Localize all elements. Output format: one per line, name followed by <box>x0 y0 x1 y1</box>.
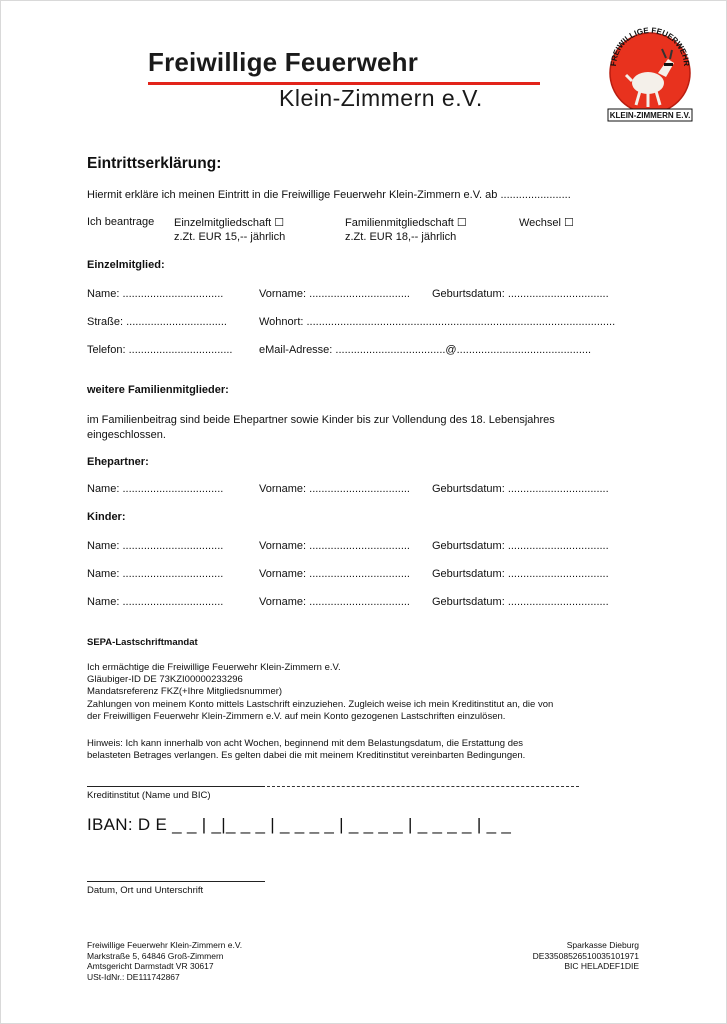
org-name-line2: Klein-Zimmern e.V. <box>279 85 483 111</box>
footer-right <box>533 940 639 972</box>
street-field[interactable]: Straße: ................................. <box>87 316 227 328</box>
org-name-line1: Freiwillige Feuerwehr <box>148 47 419 77</box>
child-row <box>87 568 627 582</box>
footer-org: Freiwillige Feuerwehr Klein-Zimmern e.V. <box>87 940 243 950</box>
bank-name-line[interactable] <box>87 786 265 787</box>
child-name-field[interactable]: Name: ................................. <box>87 568 224 580</box>
form-title: Eintrittserklärung: <box>87 155 222 172</box>
child-birthdate-field[interactable]: Geburtsdatum: ................................. <box>432 540 609 552</box>
creditor-id: Gläubiger-ID DE 73KZI00000233296 <box>87 674 243 685</box>
child-name-field[interactable]: Name: ................................. <box>87 540 224 552</box>
bank-bic-line[interactable] <box>267 786 579 787</box>
child-row <box>87 596 627 610</box>
bank-label: Kreditinstitut (Name und BIC) <box>87 790 211 801</box>
section-heading-single: Einzelmitglied: <box>87 259 165 271</box>
child-birthdate-field[interactable]: Geburtsdatum: ................................. <box>432 568 609 580</box>
single-row-2 <box>87 316 627 330</box>
signature-line[interactable] <box>87 881 265 882</box>
sepa-hint-line2: belasteten Betrages verlangen. Es gelten dabei die mit meinem Kreditinstitut vereinbarten Bedingungen. <box>87 750 526 761</box>
option-change-checkbox[interactable]: Wechsel ☐ <box>519 217 574 229</box>
child-first-name-field[interactable]: Vorname: ................................. <box>259 596 410 608</box>
spouse-name-field[interactable]: Name: ................................. <box>87 483 224 495</box>
spouse-birthdate-field[interactable]: Geburtsdatum: ................................. <box>432 483 609 495</box>
family-text-line2: eingeschlossen. <box>87 429 166 441</box>
child-first-name-field[interactable]: Vorname: ................................. <box>259 540 410 552</box>
birthdate-field[interactable]: Geburtsdatum: ................................. <box>432 288 609 300</box>
footer-bank-iban: DE33508526510035101971 <box>532 950 639 961</box>
option-single-price: z.Zt. EUR 15,-- jährlich <box>174 231 286 243</box>
family-text-line1: im Familienbeitrag sind beide Ehepartner sowie Kinder bis zur Vollendung des 18. Lebensjahres <box>87 414 555 426</box>
footer-vat-id: USt-IdNr.: DE111742867 <box>87 971 180 982</box>
single-row-3 <box>87 344 627 358</box>
phone-field[interactable]: Telefon: .................................. <box>87 344 233 356</box>
svg-text:KLEIN-ZIMMERN E.V.: KLEIN-ZIMMERN E.V. <box>609 111 691 120</box>
section-heading-family: weitere Familienmitglieder: <box>87 384 229 396</box>
child-first-name-field[interactable]: Vorname: ................................. <box>259 568 410 580</box>
footer-register: Amtsgericht Darmstadt VR 30617 <box>87 961 214 971</box>
iban-field[interactable]: IBAN: D E _ _ | _|_ _ _ | _ _ _ _ | _ _ _ _ | _ _ _ _ | _ _ <box>87 815 512 834</box>
intro-statement[interactable]: Hiermit erkläre ich meinen Eintritt in die Freiwillige Feuerwehr Klein-Zimmern e.V. ab ....................... <box>87 189 571 201</box>
svg-text:FREIWILLIGE FEUERWEHR: FREIWILLIGE FEUERWEHR <box>608 25 692 67</box>
option-family-price: z.Zt. EUR 18,-- jährlich <box>345 231 457 243</box>
first-name-field[interactable]: Vorname: ................................. <box>259 288 410 300</box>
option-family-checkbox[interactable]: Familienmitgliedschaft ☐ <box>345 217 467 229</box>
child-name-field[interactable]: Name: ................................. <box>87 596 224 608</box>
sepa-hint-line1: Hinweis: Ich kann innerhalb von acht Wochen, beginnend mit dem Belastungsdatum, die Erstattung des <box>87 738 524 749</box>
footer-address: Markstraße 5, 64846 Groß-Zimmern <box>87 950 224 961</box>
sepa-line: Zahlungen von meinem Konto mittels Lastschrift einzuziehen. Zugleich weise ich mein Kreditinstitut an, die von <box>87 699 554 710</box>
signature-label: Datum, Ort und Unterschrift <box>87 885 204 896</box>
child-row <box>87 540 627 554</box>
city-field[interactable]: Wohnort: ..................................................................................................... <box>259 316 616 328</box>
sepa-heading: SEPA-Lastschriftmandat <box>87 637 198 648</box>
email-field[interactable]: eMail-Adresse: ....................................@............................................ <box>259 344 592 356</box>
child-birthdate-field[interactable]: Geburtsdatum: ................................. <box>432 596 609 608</box>
mandate-reference: Mandatsreferenz FKZ(+Ihre Mitgliedsnummer) <box>87 686 283 697</box>
spouse-first-name-field[interactable]: Vorname: ................................. <box>259 483 410 495</box>
footer-left <box>87 940 242 982</box>
fire-brigade-logo <box>602 23 698 123</box>
sepa-line: Ich ermächtige die Freiwillige Feuerwehr Klein-Zimmern e.V. <box>87 662 341 673</box>
single-row-1 <box>87 288 627 302</box>
spouse-row <box>87 483 627 497</box>
option-single-checkbox[interactable]: Einzelmitgliedschaft ☐ <box>174 217 285 229</box>
name-field[interactable]: Name: ................................. <box>87 288 224 300</box>
footer-bank-name: Sparkasse Dieburg <box>566 940 639 950</box>
footer-bank-bic: BIC HELADEF1DIE <box>564 961 639 971</box>
apply-label: Ich beantrage <box>87 216 155 228</box>
section-heading-spouse: Ehepartner: <box>87 456 149 468</box>
section-heading-children: Kinder: <box>87 511 126 523</box>
sepa-line: der Freiwilligen Feuerwehr Klein-Zimmern e.V. auf mein Konto gezogenen Lastschriften einzulösen. <box>87 711 506 722</box>
